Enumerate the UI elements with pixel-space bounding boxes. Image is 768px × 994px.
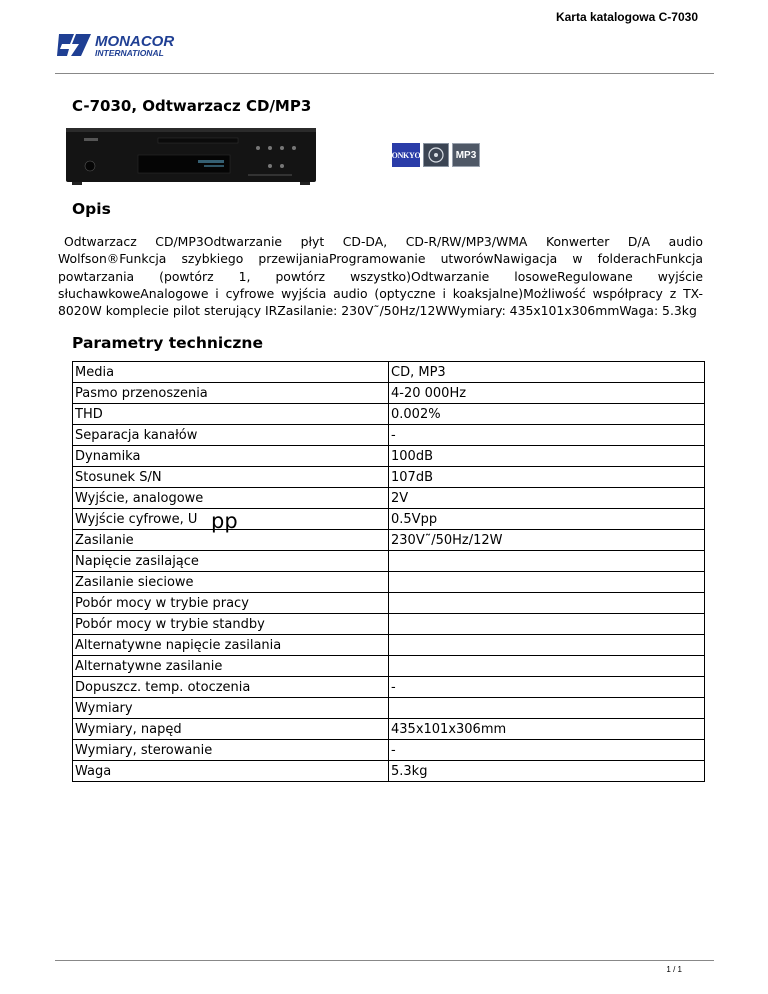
spec-value: - (389, 677, 705, 698)
spec-row (73, 404, 705, 425)
spec-value: 0.5Vpp (389, 509, 705, 530)
spec-row (73, 530, 705, 551)
spec-label: Alternatywne napięcie zasilania (73, 635, 389, 656)
spec-row (73, 488, 705, 509)
cd-player-photo (66, 124, 316, 186)
spec-value (389, 572, 705, 593)
spec-row (73, 551, 705, 572)
spec-label: Dynamika (73, 446, 389, 467)
footer-divider (55, 960, 714, 961)
spec-row (73, 446, 705, 467)
spec-label: Waga (73, 761, 389, 782)
spec-row (73, 467, 705, 488)
format-badges (392, 143, 480, 167)
spec-label: Wyjście cyfrowe, U (73, 509, 389, 530)
spec-value: 5.3kg (389, 761, 705, 782)
spec-value: 230V˜/50Hz/12W (389, 530, 705, 551)
spec-value (389, 614, 705, 635)
spec-value (389, 593, 705, 614)
document-header-title: Karta katalogowa C-7030 (555, 10, 698, 24)
spec-value: CD, MP3 (389, 362, 705, 383)
spec-label: Zasilanie (73, 530, 389, 551)
spec-row (73, 698, 705, 719)
spec-row (73, 593, 705, 614)
spec-label: Wymiary, napęd (73, 719, 389, 740)
spec-label: THD (73, 404, 389, 425)
spec-row (73, 425, 705, 446)
spec-row (73, 362, 705, 383)
spec-value (389, 698, 705, 719)
logo-wordmark: MONACOR (95, 33, 175, 50)
monacor-logo (57, 32, 207, 58)
spec-label: Media (73, 362, 389, 383)
spec-label: Dopuszcz. temp. otoczenia (73, 677, 389, 698)
spec-label: Alternatywne zasilanie (73, 656, 389, 677)
onkyo-badge: ONKYO (392, 143, 420, 167)
description-heading: Opis (72, 200, 111, 218)
spec-label: Pasmo przenoszenia (73, 383, 389, 404)
spec-value: 2V (389, 488, 705, 509)
spec-row (73, 614, 705, 635)
spec-value (389, 635, 705, 656)
spec-row (73, 656, 705, 677)
spec-label: Separacja kanałów (73, 425, 389, 446)
spec-value: 100dB (389, 446, 705, 467)
header-divider (55, 73, 714, 74)
spec-value: 4-20 000Hz (389, 383, 705, 404)
compact-disc-badge (423, 143, 449, 167)
spec-label: Pobór mocy w trybie standby (73, 614, 389, 635)
page-number: 1 / 1 (666, 965, 682, 974)
spec-label: Stosunek S/N (73, 467, 389, 488)
spec-row (73, 761, 705, 782)
spec-value (389, 551, 705, 572)
description-text: Odtwarzacz CD/MP3Odtwarzanie płyt CD-DA, CD-R/RW/MP3/WMA Konwerter D/A audio Wolfson®Funkcja szybkiego przewijaniaProgramowanie utworówNawigacja w folderachFunkcja powtarzania (powtórz 1, powtórz wszystko)Odtwarzanie losoweRegulowane wyjście słuchawkoweAnalogowe i cyfrowe wyjścia audio (optyczne i koaksjalne)Możliwość współpracy z TX-8020W komplecie pilot sterujący IRZasilanie: 230V˜/50Hz/12WWymiary: 435x101x306mmWaga: 5.3kg (58, 234, 703, 319)
logo-subtext: INTERNATIONAL (95, 48, 164, 58)
spec-row (73, 740, 705, 761)
spec-value: 107dB (389, 467, 705, 488)
spec-value: - (389, 740, 705, 761)
spec-row (73, 572, 705, 593)
compact-disc-icon (425, 146, 447, 164)
specs-heading: Parametry techniczne (72, 334, 263, 352)
spec-label: Wymiary (73, 698, 389, 719)
spec-value: 435x101x306mm (389, 719, 705, 740)
spec-row (73, 635, 705, 656)
spec-table (72, 361, 705, 782)
spec-label: Pobór mocy w trybie pracy (73, 593, 389, 614)
spec-value (389, 656, 705, 677)
spec-label: Wyjście, analogowe (73, 488, 389, 509)
spec-label: Zasilanie sieciowe (73, 572, 389, 593)
spec-label: Napięcie zasilające (73, 551, 389, 572)
spec-row (73, 719, 705, 740)
subscript-overflow-text: pp (211, 509, 238, 533)
product-title: C-7030, Odtwarzacz CD/MP3 (72, 97, 312, 115)
spec-row (73, 383, 705, 404)
spec-value: - (389, 425, 705, 446)
mp3-badge: MP3 (452, 143, 480, 167)
spec-row (73, 677, 705, 698)
spec-value: 0.002% (389, 404, 705, 425)
spec-label: Wymiary, sterowanie (73, 740, 389, 761)
spec-row (73, 509, 705, 530)
